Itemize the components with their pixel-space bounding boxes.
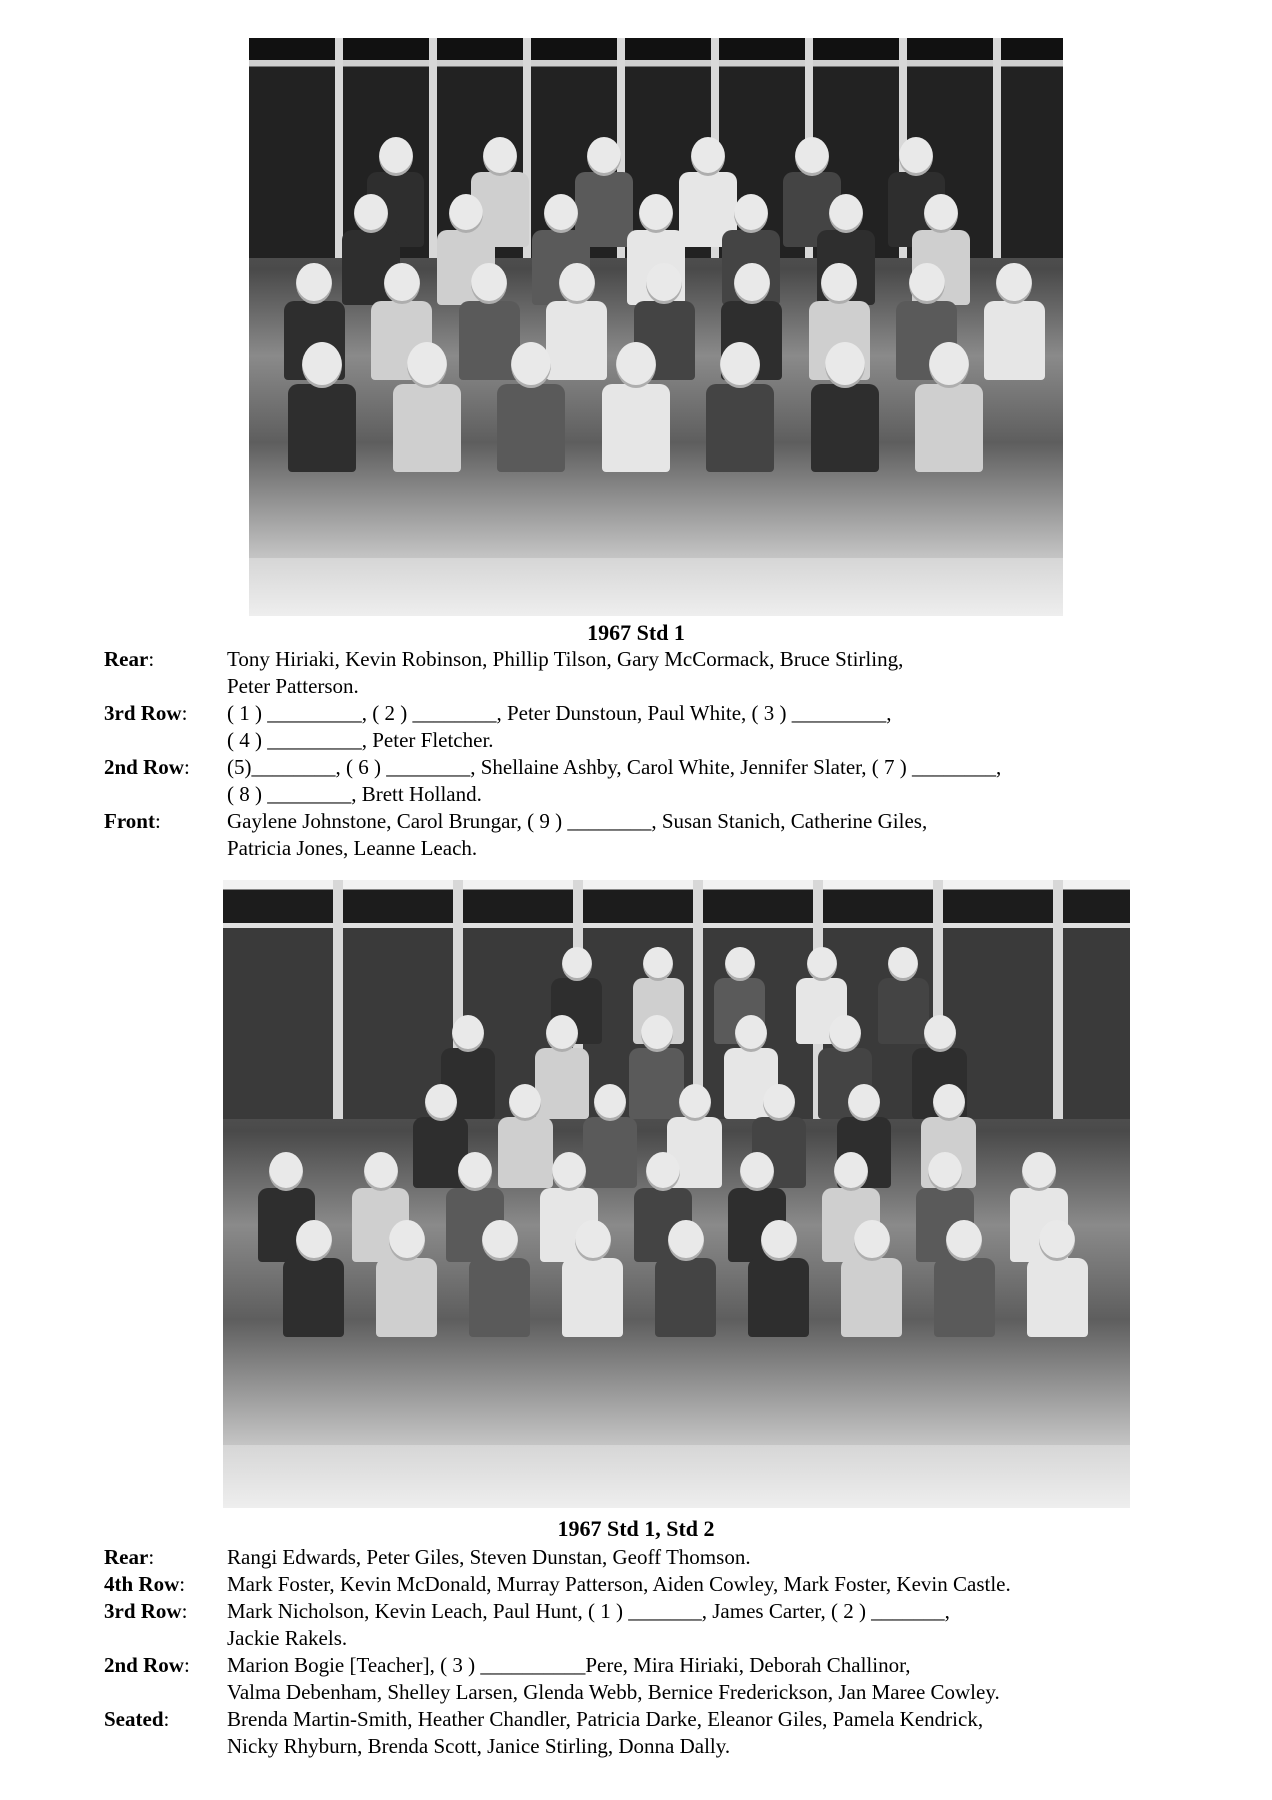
pupil-head: [594, 1084, 626, 1121]
pupil-head: [933, 1084, 965, 1121]
pupil-head: [646, 263, 682, 304]
pupil-head: [740, 1152, 774, 1191]
roster-row: Seated: Brenda Martin-Smith, Heather Chandler, Patricia Darke, Eleanor Giles, Pamela Kendrick, Nicky Rhyburn, Brenda Scott, Janice Stirling, Donna Dally.: [104, 1706, 1244, 1760]
roster-row: Front: Gaylene Johnstone, Carol Brungar, ( 9 ) ________, Susan Stanich, Catherine Giles, Patricia Jones, Leanne Leach.: [104, 808, 1244, 862]
pupil-body: [706, 384, 774, 472]
pupil-head: [848, 1084, 880, 1121]
roster-row: Rear: Rangi Edwards, Peter Giles, Steven Dunstan, Geoff Thomson.: [104, 1544, 1244, 1571]
pupil-head: [364, 1152, 398, 1191]
pupil-head: [928, 1152, 962, 1191]
pupil-head: [269, 1152, 303, 1191]
pupil-head: [552, 1152, 586, 1191]
photo-2-roster: [104, 1544, 1244, 1760]
row-names: Brenda Martin-Smith, Heather Chandler, Patricia Darke, Eleanor Giles, Pamela Kendrick, Nicky Rhyburn, Brenda Scott, Janice Stirling, Donna Dally.: [227, 1707, 984, 1758]
pupil-head: [795, 137, 829, 176]
pupil-head: [425, 1084, 457, 1121]
pupil-head: [735, 1015, 767, 1052]
pupil-head: [646, 1152, 680, 1191]
courtyard-ground: [249, 558, 1063, 616]
pupil-head: [996, 263, 1032, 304]
courtyard-ground: [223, 1445, 1130, 1508]
pupil-head: [509, 1084, 541, 1121]
pupil-body: [915, 384, 983, 472]
pupil-head: [725, 947, 755, 982]
pupil-head: [546, 1015, 578, 1052]
roster-row: 4th Row: Mark Foster, Kevin McDonald, Murray Patterson, Aiden Cowley, Mark Foster, Kevin Castle.: [104, 1571, 1244, 1598]
row-names: Mark Nicholson, Kevin Leach, Paul Hunt, ( 1 ) _______, James Carter, ( 2 ) _______, Jackie Rakels.: [227, 1599, 950, 1650]
pupil-body: [498, 1117, 552, 1187]
pupil-head: [616, 342, 656, 388]
row-names: Rangi Edwards, Peter Giles, Steven Dunstan, Geoff Thomson.: [227, 1545, 751, 1569]
pupil-head: [807, 947, 837, 982]
pupil-head: [641, 1015, 673, 1052]
row-label: Rear: [104, 1545, 149, 1569]
class-photo-1967-std-1: [249, 38, 1063, 616]
pupil-head: [562, 947, 592, 982]
pupil-head: [691, 137, 725, 176]
row-names: (5)________, ( 6 ) ________, Shellaine Ashby, Carol White, Jennifer Slater, ( 7 ) ________, ( 8 ) ________, Brett Holland.: [227, 755, 1002, 806]
roster-row: 2nd Row: (5)________, ( 6 ) ________, Shellaine Ashby, Carol White, Jennifer Slater, ( 7 ) ________, ( 8 ) ________, Brett Holland.: [104, 754, 1244, 808]
pupil-body: [934, 1258, 995, 1337]
row-label: Front: [104, 809, 155, 833]
pupil-head: [946, 1220, 982, 1261]
pupil-head: [909, 263, 945, 304]
pupil-head: [587, 137, 621, 176]
pupil-head: [471, 263, 507, 304]
pupil-body: [469, 1258, 530, 1337]
pupil-head: [296, 263, 332, 304]
pupil-head: [296, 1220, 332, 1261]
row-names: Tony Hiriaki, Kevin Robinson, Phillip Tilson, Gary McCormack, Bruce Stirling, Peter Patterson.: [227, 647, 904, 698]
pupil-head: [929, 342, 969, 388]
pupil-head: [829, 1015, 861, 1052]
pupil-body: [655, 1258, 716, 1337]
pupil-head: [389, 1220, 425, 1261]
pupil-head: [379, 137, 413, 176]
pupil-body: [602, 384, 670, 472]
roster-row: Rear: Tony Hiriaki, Kevin Robinson, Phillip Tilson, Gary McCormack, Bruce Stirling, Peter Patterson.: [104, 646, 1244, 700]
row-names: ( 1 ) _________, ( 2 ) ________, Peter Dunstoun, Paul White, ( 3 ) _________, ( 4 ) _________, Peter Fletcher.: [227, 701, 892, 752]
pupil-head: [407, 342, 447, 388]
pupil-body: [984, 301, 1045, 380]
photo-1-roster: [104, 646, 1244, 862]
pupil-head: [452, 1015, 484, 1052]
pupil-head: [302, 342, 342, 388]
pupil-head: [854, 1220, 890, 1261]
pupil-head: [761, 1220, 797, 1261]
pupil-body: [629, 1048, 683, 1118]
pupil-body: [535, 1048, 589, 1118]
pupil-body: [841, 1258, 902, 1337]
roster-row: 3rd Row: ( 1 ) _________, ( 2 ) ________, Peter Dunstoun, Paul White, ( 3 ) _________, ( 4 ) _________, Peter Fletcher.: [104, 700, 1244, 754]
pupil-body: [811, 384, 879, 472]
roster-row: 3rd Row: Mark Nicholson, Kevin Leach, Paul Hunt, ( 1 ) _______, James Carter, ( 2 ) _______, Jackie Rakels.: [104, 1598, 1244, 1652]
pupil-head: [483, 137, 517, 176]
pupil-head: [825, 342, 865, 388]
pupil-body: [562, 1258, 623, 1337]
photo-1-caption: 1967 Std 1: [587, 620, 685, 645]
row-label: 3rd Row: [104, 1599, 182, 1623]
pupil-head: [763, 1084, 795, 1121]
pupil-body: [878, 978, 929, 1044]
pupil-body: [376, 1258, 437, 1337]
pupil-head: [575, 1220, 611, 1261]
roster-row: 2nd Row: Marion Bogie [Teacher], ( 3 ) __________Pere, Mira Hiriaki, Deborah Challinor, Valma Debenham, Shelley Larsen, Glenda Webb, Bernice Frederickson, Jan Maree Cowley.: [104, 1652, 1244, 1706]
pupil-head: [1022, 1152, 1056, 1191]
row-names: Marion Bogie [Teacher], ( 3 ) __________Pere, Mira Hiriaki, Deborah Challinor, Valma Debenham, Shelley Larsen, Glenda Webb, Bernice Frederickson, Jan Maree Cowley.: [227, 1653, 1000, 1704]
pupil-head: [384, 263, 420, 304]
pupil-head: [559, 263, 595, 304]
row-names: Mark Foster, Kevin McDonald, Murray Patterson, Aiden Cowley, Mark Foster, Kevin Castle.: [227, 1572, 1011, 1596]
pupil-body: [393, 384, 461, 472]
pupil-body: [748, 1258, 809, 1337]
row-label: Rear: [104, 647, 149, 671]
pupil-head: [834, 1152, 868, 1191]
pupil-head: [482, 1220, 518, 1261]
pupil-head: [679, 1084, 711, 1121]
pupil-head: [511, 342, 551, 388]
row-label: 3rd Row: [104, 701, 182, 725]
row-names: Gaylene Johnstone, Carol Brungar, ( 9 ) ________, Susan Stanich, Catherine Giles, Patricia Jones, Leanne Leach.: [227, 809, 928, 860]
row-label: 2nd Row: [104, 755, 184, 779]
pupil-head: [734, 263, 770, 304]
pupil-body: [288, 384, 356, 472]
pupil-body: [283, 1258, 344, 1337]
row-label: 2nd Row: [104, 1653, 184, 1677]
pupil-head: [899, 137, 933, 176]
pupil-head: [1039, 1220, 1075, 1261]
pupil-head: [458, 1152, 492, 1191]
pupil-body: [1027, 1258, 1088, 1337]
pupil-body: [583, 1117, 637, 1187]
pupil-body: [546, 301, 607, 380]
pupil-head: [924, 1015, 956, 1052]
pupil-head: [821, 263, 857, 304]
pupil-head: [668, 1220, 704, 1261]
pupil-head: [720, 342, 760, 388]
photo-2-caption: 1967 Std 1, Std 2: [557, 1516, 715, 1541]
row-label: 4th Row: [104, 1572, 180, 1596]
pupil-body: [497, 384, 565, 472]
row-label: Seated: [104, 1707, 164, 1731]
class-photo-1967-std-1-std-2: [223, 880, 1130, 1508]
